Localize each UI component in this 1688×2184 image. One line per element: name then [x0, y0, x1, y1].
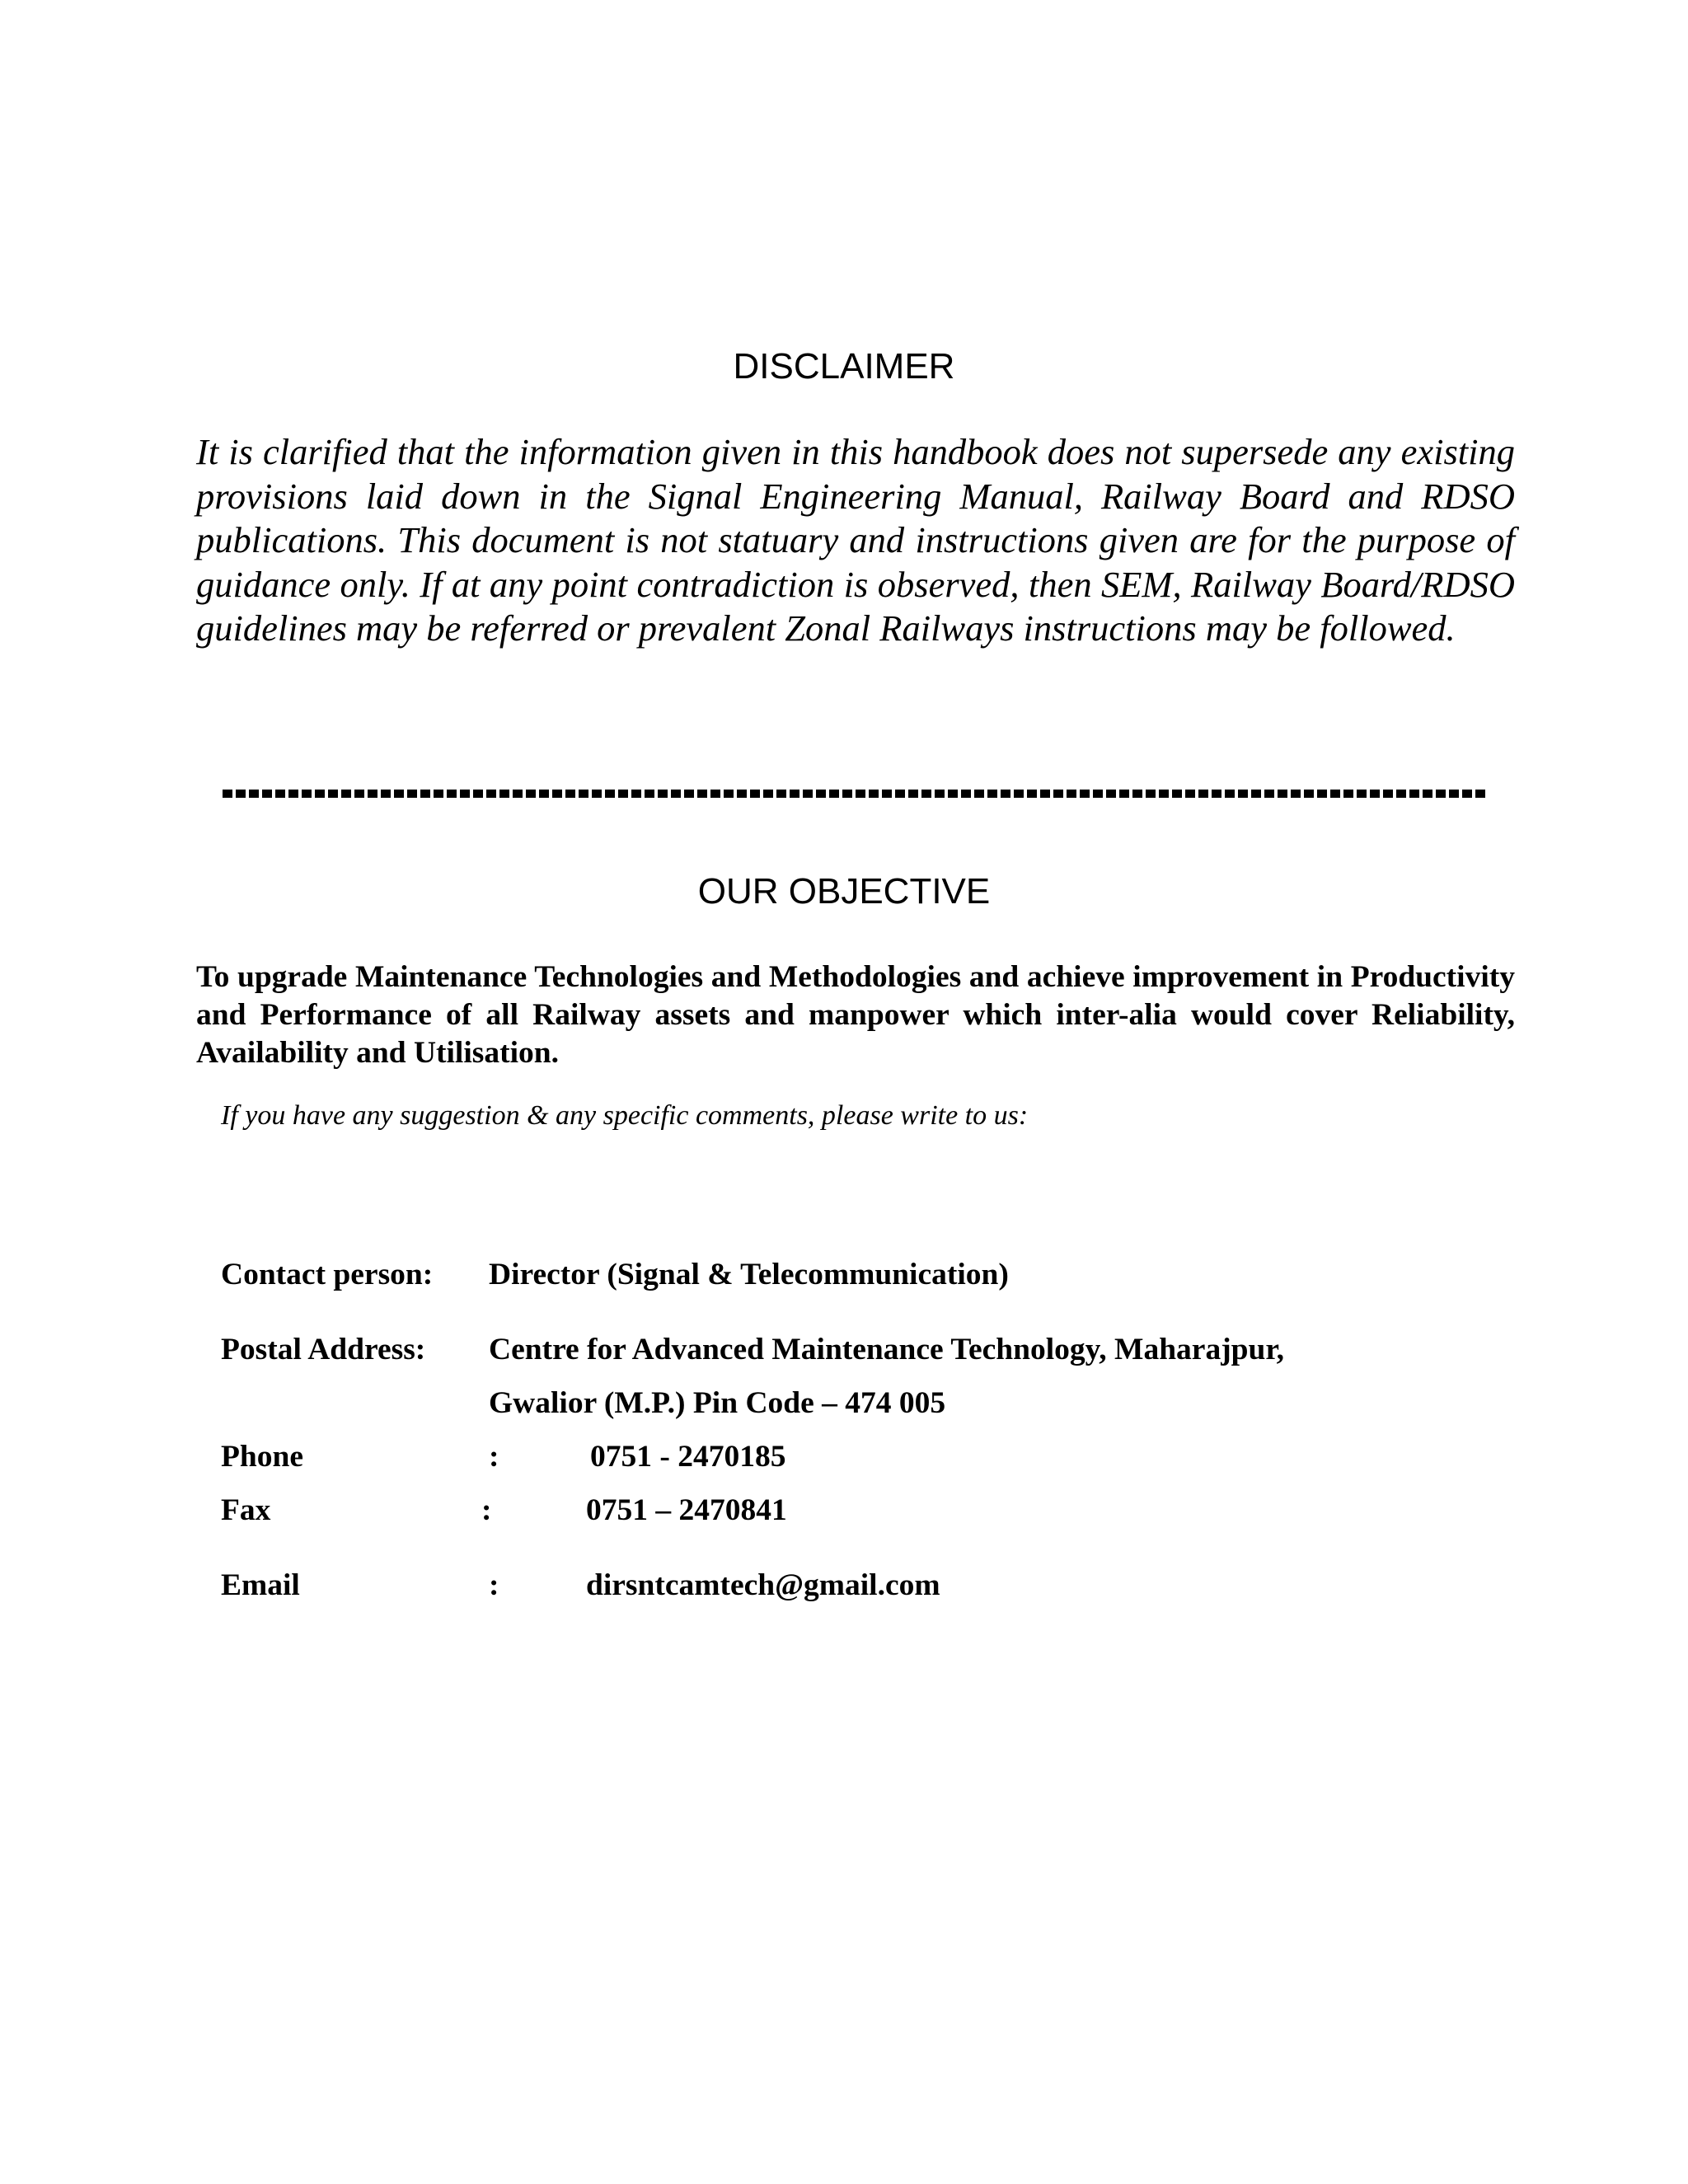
phone-label: Phone: [221, 1440, 304, 1474]
objective-heading: OUR OBJECTIVE: [697, 871, 991, 912]
fax-colon: :: [481, 1493, 492, 1527]
email-value: dirsntcamtech@gmail.com: [586, 1568, 940, 1602]
disclaimer-paragraph: It is clarified that the information given in this handbook does not supersede any existing provisions laid down in the Signal Engineering Manual, Railway Board and RDSO publications. This document is not statuary and instructions given are for the purpose of guidance only. If at any point contradiction is observed, then SEM, Railway Board/RDSO guidelines may be referred or prevalent Zonal Railways instructions may be followed.: [196, 431, 1515, 649]
fax-label: Fax: [221, 1493, 271, 1527]
phone-colon: :: [489, 1440, 499, 1474]
postal-address-line2: Gwalior (M.P.) Pin Code – 474 005: [489, 1386, 946, 1420]
objective-paragraph: To upgrade Maintenance Technologies and Methodologies and achieve improvement in Productivity and Performance of all Railway assets and manpower which inter-alia would cover Reliability, Availability and Utilisation.: [196, 960, 1515, 1070]
email-colon: :: [489, 1568, 499, 1602]
suggestion-note: If you have any suggestion & any specific comments, please write to us:: [221, 1100, 1029, 1131]
disclaimer-heading: DISCLAIMER: [733, 346, 955, 387]
contact-person-label: Contact person:: [221, 1258, 434, 1291]
postal-address-line1: Centre for Advanced Maintenance Technology, Maharajpur,: [489, 1333, 1284, 1366]
email-label: Email: [221, 1568, 300, 1602]
contact-person-value: Director (Signal & Telecommunication): [489, 1258, 1009, 1291]
dashed-separator: [223, 790, 1488, 798]
phone-value: 0751 - 2470185: [590, 1440, 786, 1474]
postal-address-label: Postal Address:: [221, 1333, 426, 1366]
fax-value: 0751 – 2470841: [586, 1493, 787, 1527]
